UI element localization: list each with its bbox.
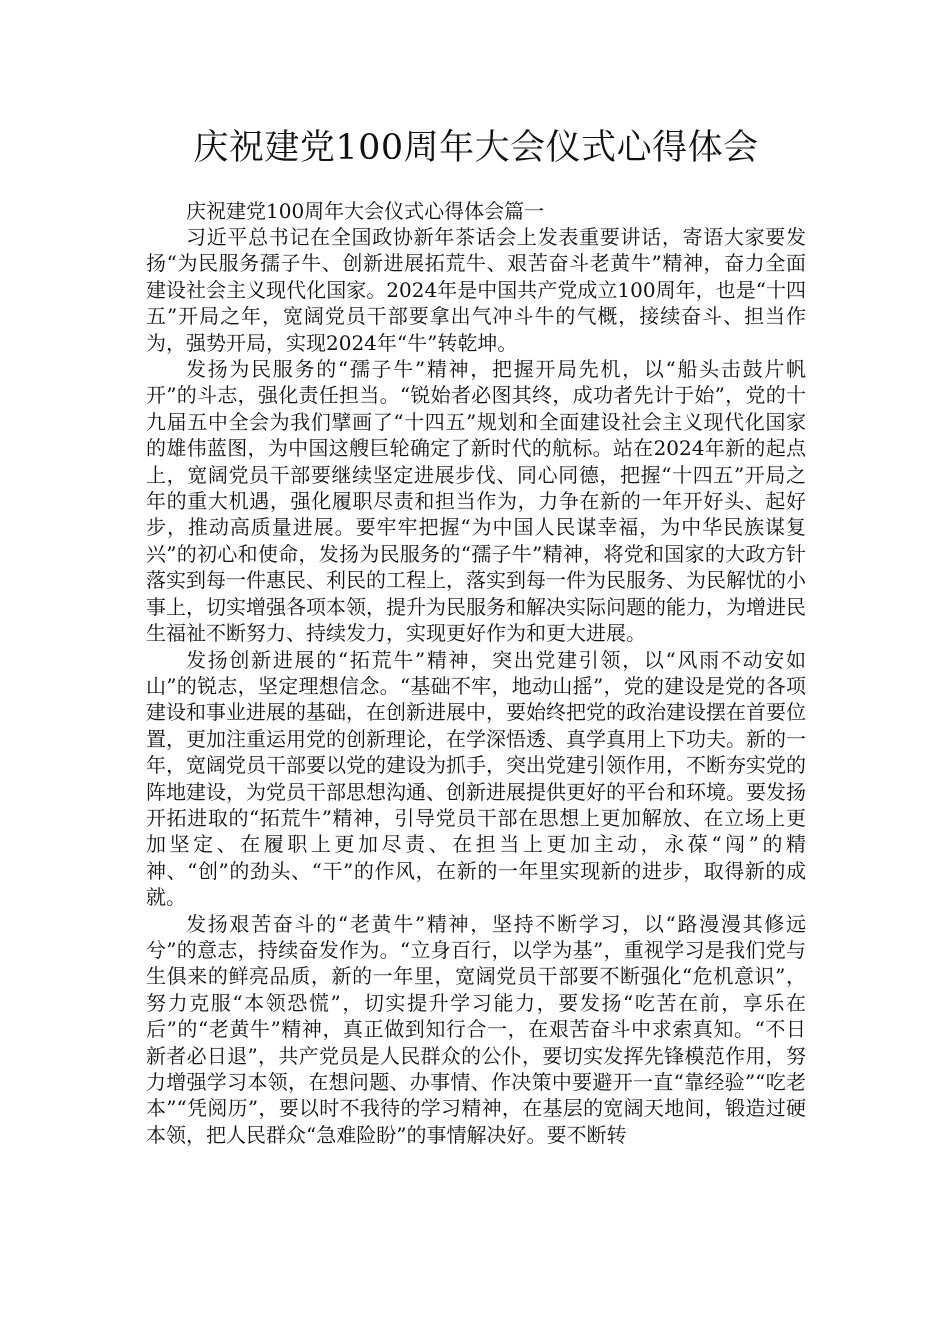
paragraph-1: 习近平总书记在全国政协新年茶话会上发表重要讲话，寄语大家要发扬“为民服务孺子牛、创新进展拓荒牛、艰苦奋斗老黄牛”精神，奋力全面建设社会主义现代化国家。2024年是中国共产党成立100周年，也是“十四五”开局之年，宽阔党员干部要拿出气冲斗牛的气概，接续奋斗、担当作为，强势开局，实现2024年“牛”转乾坤。 — [146, 225, 806, 355]
document-page — [146, 118, 806, 1148]
paragraph-2: 发扬为民服务的“孺子牛”精神，把握开局先机，以“船头击鼓片帆开”的斗志，强化责任担当。“锐始者必图其终，成功者先计于始”，党的十九届五中全会为我们擘画了“十四五”规划和全面建设社会主义现代化国家的雄伟蓝图，为中国这艘巨轮确定了新时代的航标。站在2024年新的起点上，宽阔党员干部要继续坚定进展步伐、同心同德，把握“十四五”开局之年的重大机遇，强化履职尽责和担当作为，力争在新的一年开好头、起好步，推动高质量进展。要牢牢把握“为中国人民谋幸福，为中华民族谋复兴”的初心和使命，发扬为民服务的“孺子牛”精神，将党和国家的大政方针落实到每一件惠民、利民的工程上，落实到每一件为民服务、为民解忧的小事上，切实增强各项本领，提升为民服务和解决实际问题的能力，为增进民生福祉不断努力、持续发力，实现更好作为和更大进展。 — [146, 357, 806, 646]
paragraph-4: 发扬艰苦奋斗的“老黄牛”精神，坚持不断学习，以“路漫漫其修远兮”的意志，持续奋发作为。“立身百行，以学为基”，重视学习是我们党与生俱来的鲜亮品质，新的一年里，宽阔党员干部要不断强化“危机意识”，努力克服“本领恐慌”，切实提升学习能力，要发扬“吃苦在前，享乐在后”的“老黄牛”精神，真正做到知行合一，在艰苦奋斗中求索真知。“不日新者必日退”，共产党员是人民群众的公仆，要切实发挥先锋模范作用，努力增强学习本领，在想问题、办事情、作决策中要避开一直“靠经验”“吃老本”“凭阅历”，要以时不我待的学习精神，在基层的宽阔天地间，锻造过硬本领，把人民群众“急难险盼”的事情解决好。要不断转 — [146, 911, 806, 1147]
section-heading: 庆祝建党100周年大会仪式心得体会篇一 — [186, 199, 545, 223]
document-title: 庆祝建党100周年大会仪式心得体会 — [193, 128, 759, 168]
paragraph-3: 发扬创新进展的“拓荒牛”精神，突出党建引领，以“风雨不动安如山”的锐志，坚定理想信念。“基础不牢，地动山摇”，党的建设是党的各项建设和事业进展的基础，在创新进展中，要始终把党的政治建设摆在首要位置，更加注重运用党的创新理论，在学深悟透、真学真用上下功夫。新的一年，宽阔党员干部要以党的建设为抓手，突出党建引领作用，不断夯实党的阵地建设，为党员干部思想沟通、创新进展提供更好的平台和环境。要发扬开拓进取的“拓荒牛”精神，引导党员干部在思想上更加解放、在立场上更加坚定、在履职上更加尽责、在担当上更加主动，永葆“闯”的精神、“创”的劲头、“干”的作风，在新的一年里实现新的进步，取得新的成就。 — [146, 647, 806, 910]
